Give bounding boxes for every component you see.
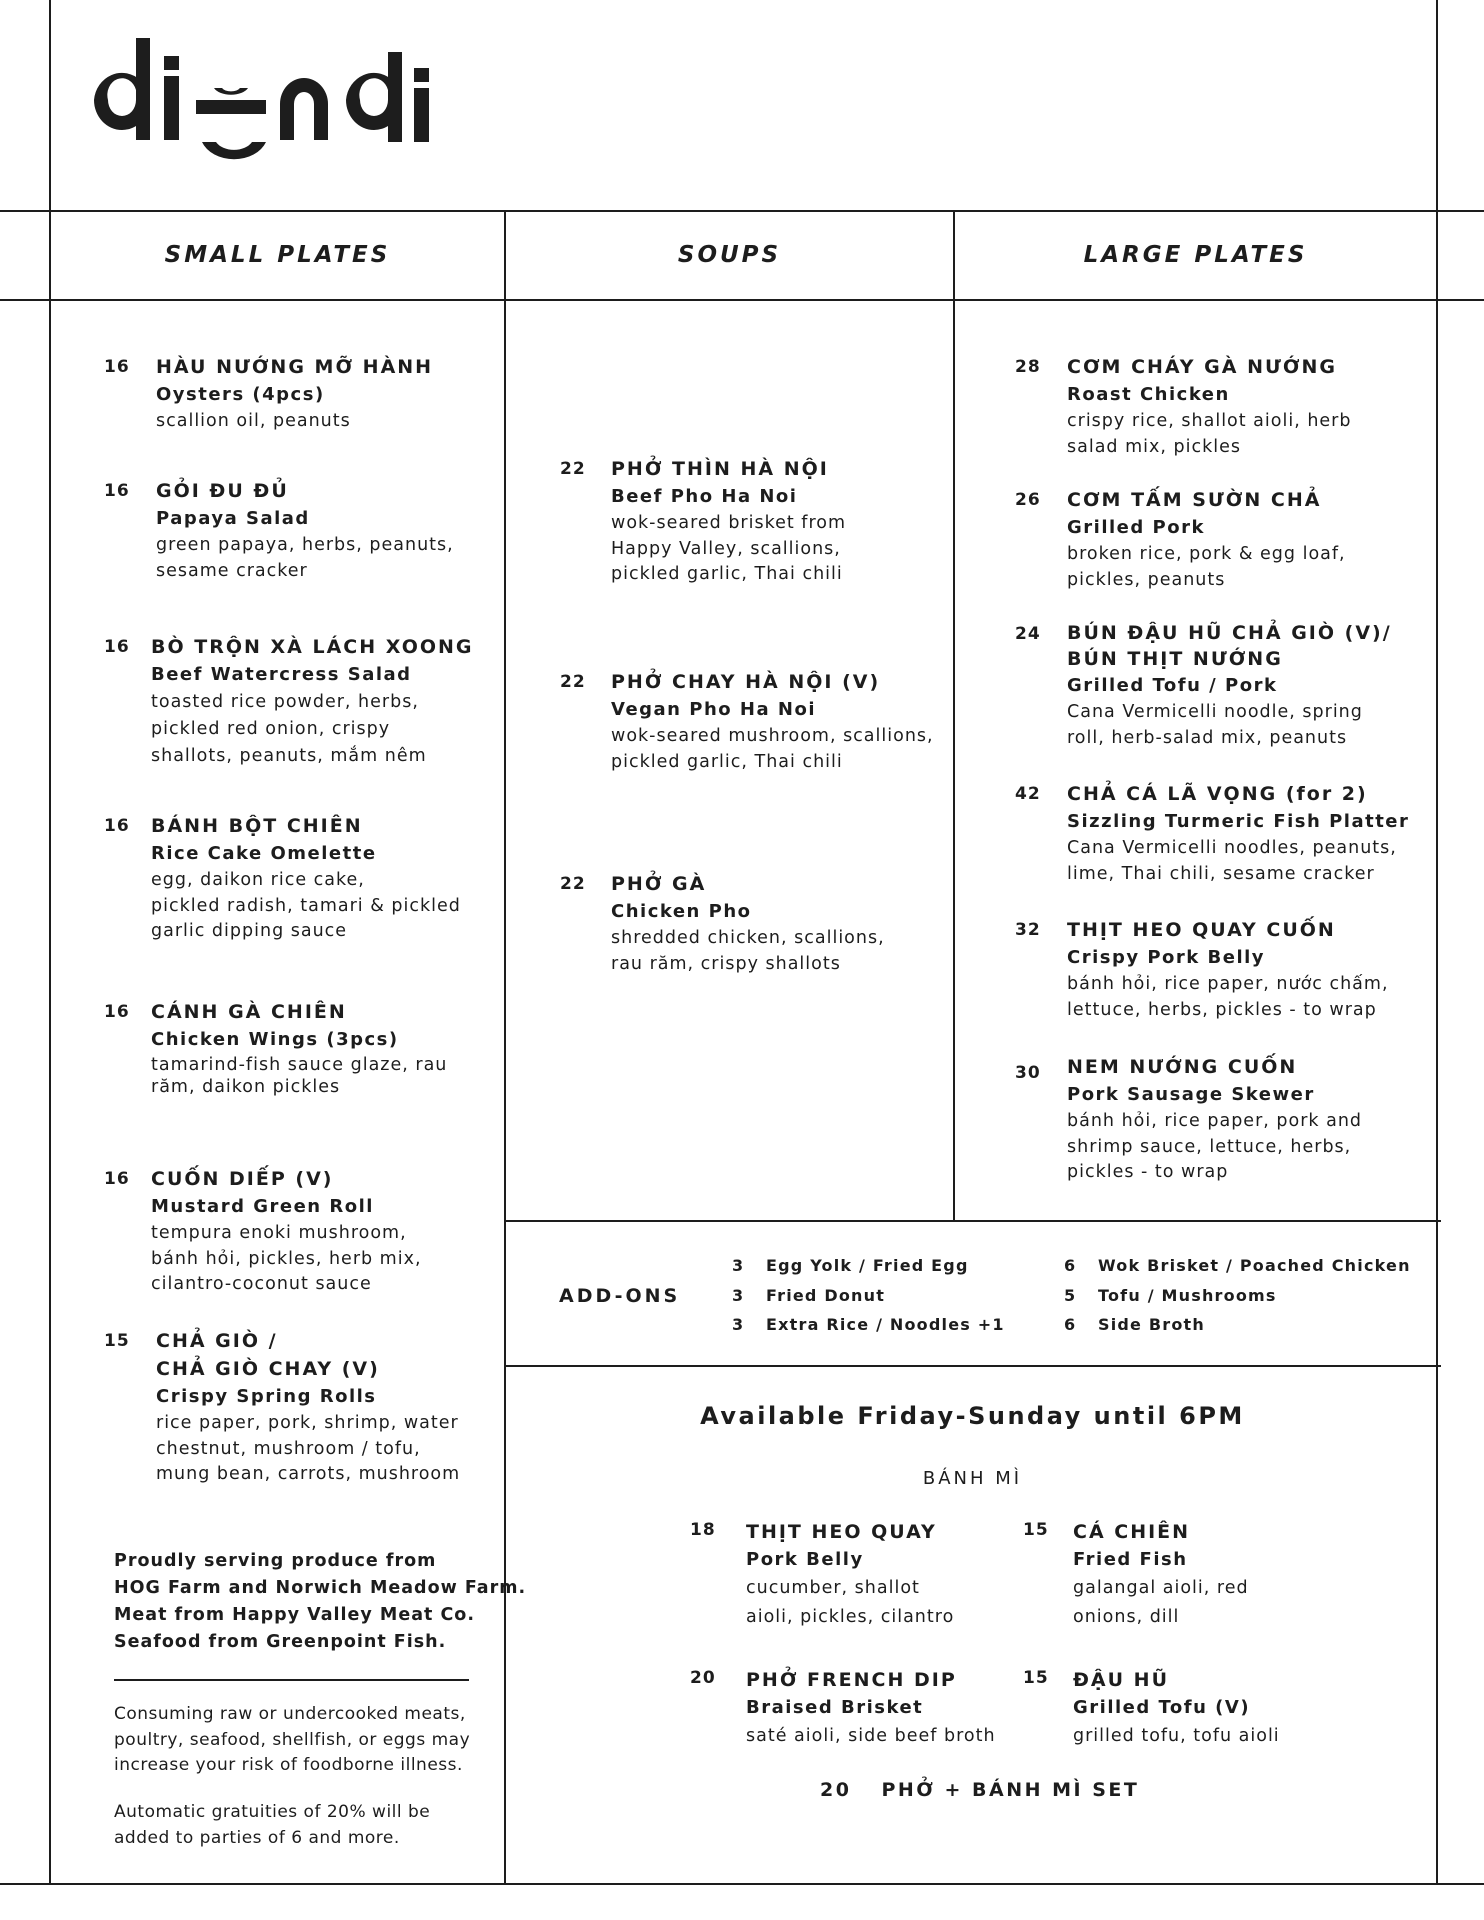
item-name-en: Chicken Pho	[611, 901, 752, 922]
item-name-en: Braised Brisket	[746, 1697, 924, 1718]
gratuity-note: Automatic gratuities of 20% will be added to parties of 6 and more.	[114, 1802, 431, 1848]
brand-logo-text: điăn đi	[84, 30, 88, 31]
item-description: green papaya, herbs, peanuts, sesame cracker	[156, 535, 454, 581]
addon-item	[1064, 1256, 1411, 1275]
item-name-vn: BÚN ĐẬU HŨ CHẢ GIÒ (V)/ BÚN THỊT NƯỚNG	[1067, 622, 1392, 670]
item-name-en: Beef Pho Ha Noi	[611, 486, 798, 507]
raw-food-warning: Consuming raw or undercooked meats, poultry, seafood, shellfish, or eggs may increase your risk of foodborne illness.	[114, 1704, 471, 1775]
item-description: scallion oil, peanuts	[156, 411, 351, 431]
item-price: 15	[1023, 1520, 1049, 1540]
addon-price: 3	[732, 1286, 745, 1305]
item-name-vn: HÀU NƯỚNG MỠ HÀNH	[156, 356, 434, 378]
availability-notice: Available Friday-Sunday until 6PM	[700, 1402, 1245, 1430]
addon-name: Extra Rice / Noodles +1	[766, 1315, 1005, 1334]
addon-item	[732, 1256, 969, 1275]
item-description: broken rice, pork & egg loaf, pickles, peanuts	[1067, 544, 1346, 590]
header-large-plates: LARGE PLATES	[1083, 242, 1308, 268]
addon-item	[732, 1315, 1005, 1334]
item-price: 30	[1015, 1063, 1041, 1083]
item-price: 16	[104, 1002, 130, 1022]
header-soups: SOUPS	[677, 242, 782, 268]
addon-name: Side Broth	[1098, 1315, 1205, 1334]
item-name-en: Sizzling Turmeric Fish Platter	[1067, 811, 1410, 832]
item-price: 28	[1015, 357, 1041, 377]
item-description: Cana Vermicelli noodle, spring roll, herb-salad mix, peanuts	[1067, 702, 1363, 748]
addon-name: Tofu / Mushrooms	[1098, 1286, 1277, 1305]
item-name-vn: PHỞ CHAY HÀ NỘI (V)	[611, 671, 881, 693]
addon-name: Egg Yolk / Fried Egg	[766, 1256, 969, 1275]
item-name-vn: CÁ CHIÊN	[1073, 1521, 1191, 1543]
item-name-en: Chicken Wings (3pcs)	[151, 1029, 399, 1050]
item-name-en: Vegan Pho Ha Noi	[611, 699, 816, 720]
item-name-en: Papaya Salad	[156, 508, 310, 529]
addon-item	[1064, 1286, 1277, 1305]
item-description: tamarind-fish sauce glaze, rau răm, daikon pickles	[151, 1055, 448, 1097]
footer-divider	[114, 1679, 469, 1681]
item-price: 16	[104, 1169, 130, 1189]
item-description: cucumber, shallot aioli, pickles, cilantro	[746, 1578, 955, 1627]
addons-top-line	[504, 1220, 1441, 1222]
item-price: 26	[1015, 490, 1041, 510]
item-description: bánh hỏi, rice paper, nước chấm, lettuce, herbs, pickles - to wrap	[1067, 974, 1389, 1020]
addons-title: ADD-ONS	[559, 1285, 681, 1307]
addon-price: 6	[1064, 1315, 1077, 1334]
item-price: 16	[104, 816, 130, 836]
item-description: tempura enoki mushroom, bánh hỏi, pickles, herb mix, cilantro-coconut sauce	[151, 1223, 422, 1294]
item-name-en: Mustard Green Roll	[151, 1196, 374, 1217]
item-name-en: Rice Cake Omelette	[151, 843, 377, 864]
addon-price: 3	[732, 1256, 745, 1275]
item-name-en: Beef Watercress Salad	[151, 664, 412, 685]
item-price: 16	[104, 481, 130, 501]
brand-logo	[84, 30, 504, 190]
header-small-plates: SMALL PLATES	[164, 242, 391, 268]
item-name-en: Crispy Spring Rolls	[156, 1386, 377, 1407]
addon-name: Wok Brisket / Poached Chicken	[1098, 1256, 1411, 1275]
sourcing-note: Proudly serving produce from HOG Farm and Norwich Meadow Farm. Meat from Happy Valley Meat Co. Seafood from Greenpoint Fish.	[114, 1551, 527, 1652]
item-name-en: Grilled Tofu / Pork	[1067, 675, 1278, 696]
item-name-en: Fried Fish	[1073, 1549, 1188, 1570]
item-name-en: Pork Belly	[746, 1549, 864, 1570]
banh-mi-title: BÁNH MÌ	[922, 1468, 1023, 1489]
addons-bottom-line	[504, 1365, 1441, 1367]
item-price: 16	[104, 357, 130, 377]
item-description: toasted rice powder, herbs, pickled red onion, crispy shallots, peanuts, mắm nêm	[151, 692, 427, 766]
item-description: rice paper, pork, shrimp, water chestnut, mushroom / tofu, mung bean, carrots, mushroom	[156, 1413, 461, 1484]
item-price: 15	[104, 1331, 130, 1351]
item-name-vn: BÁNH BỘT CHIÊN	[151, 815, 363, 837]
item-name-en: Oysters (4pcs)	[156, 384, 325, 405]
item-price: 22	[560, 874, 586, 894]
item-description: galangal aioli, red onions, dill	[1073, 1578, 1249, 1627]
item-price: 22	[560, 672, 586, 692]
item-name-vn: PHỞ FRENCH DIP	[746, 1669, 957, 1691]
item-price: 15	[1023, 1668, 1049, 1688]
frame-right-line	[1436, 0, 1438, 1885]
item-name-vn: GỎI ĐU ĐỦ	[156, 480, 289, 502]
item-price: 22	[560, 459, 586, 479]
item-name-vn: CHẢ GIÒ / CHẢ GIÒ CHAY (V)	[156, 1330, 380, 1380]
item-name-vn: CHẢ CÁ LÃ VỌNG (for 2)	[1067, 783, 1368, 805]
item-name-vn: THỊT HEO QUAY	[746, 1521, 937, 1543]
item-name-vn: PHỞ GÀ	[611, 873, 707, 895]
item-description: Cana Vermicelli noodles, peanuts, lime, Thai chili, sesame cracker	[1067, 838, 1397, 884]
set-price: 20	[820, 1779, 852, 1801]
addon-price: 6	[1064, 1256, 1077, 1275]
item-description: saté aioli, side beef broth	[746, 1726, 996, 1746]
item-description: egg, daikon rice cake, pickled radish, tamari & pickled garlic dipping sauce	[151, 870, 461, 941]
item-name-en: Pork Sausage Skewer	[1067, 1084, 1315, 1105]
item-description: wok-seared brisket from Happy Valley, scallions, pickled garlic, Thai chili	[611, 513, 847, 584]
item-name-en: Grilled Pork	[1067, 517, 1205, 538]
item-name-vn: CUỐN DIẾP (V)	[151, 1168, 334, 1190]
item-price: 32	[1015, 920, 1041, 940]
item-name-en: Grilled Tofu (V)	[1073, 1697, 1251, 1718]
item-name-vn: CƠM CHÁY GÀ NƯỚNG	[1067, 356, 1337, 378]
item-name-vn: BÒ TRỘN XÀ LÁCH XOONG	[151, 636, 474, 658]
addon-item	[1064, 1315, 1205, 1334]
item-name-vn: THỊT HEO QUAY CUỐN	[1067, 919, 1336, 941]
item-description: crispy rice, shallot aioli, herb salad mix, pickles	[1067, 411, 1352, 457]
item-name-vn: CÁNH GÀ CHIÊN	[151, 1001, 347, 1023]
item-price: 24	[1015, 624, 1041, 644]
item-name-vn: PHỞ THÌN HÀ NỘI	[611, 458, 829, 480]
page-bottom-line	[0, 1883, 1484, 1885]
addon-name: Fried Donut	[766, 1286, 886, 1305]
set-name: PHỞ + BÁNH MÌ SET	[881, 1779, 1140, 1801]
item-name-en: Roast Chicken	[1067, 384, 1230, 405]
item-name-en: Crispy Pork Belly	[1067, 947, 1266, 968]
item-description: wok-seared mushroom, scallions, pickled garlic, Thai chili	[611, 726, 934, 772]
addon-price: 5	[1064, 1286, 1077, 1305]
item-description: grilled tofu, tofu aioli	[1073, 1726, 1280, 1746]
pho-banh-mi-set	[820, 1779, 1139, 1801]
item-description: bánh hỏi, rice paper, pork and shrimp sauce, lettuce, herbs, pickles - to wrap	[1067, 1111, 1363, 1182]
addon-price: 3	[732, 1315, 745, 1334]
item-price: 20	[690, 1668, 716, 1688]
addon-item	[732, 1286, 885, 1305]
item-description: shredded chicken, scallions, rau răm, crispy shallots	[611, 928, 885, 974]
col-divider-2	[953, 210, 955, 1221]
item-price: 16	[104, 637, 130, 657]
item-price: 18	[690, 1520, 716, 1540]
item-price: 42	[1015, 784, 1041, 804]
item-name-vn: NEM NƯỚNG CUỐN	[1067, 1056, 1298, 1078]
item-name-vn: CƠM TẤM SƯỜN CHẢ	[1067, 489, 1322, 511]
item-name-vn: ĐẬU HŨ	[1073, 1669, 1169, 1691]
